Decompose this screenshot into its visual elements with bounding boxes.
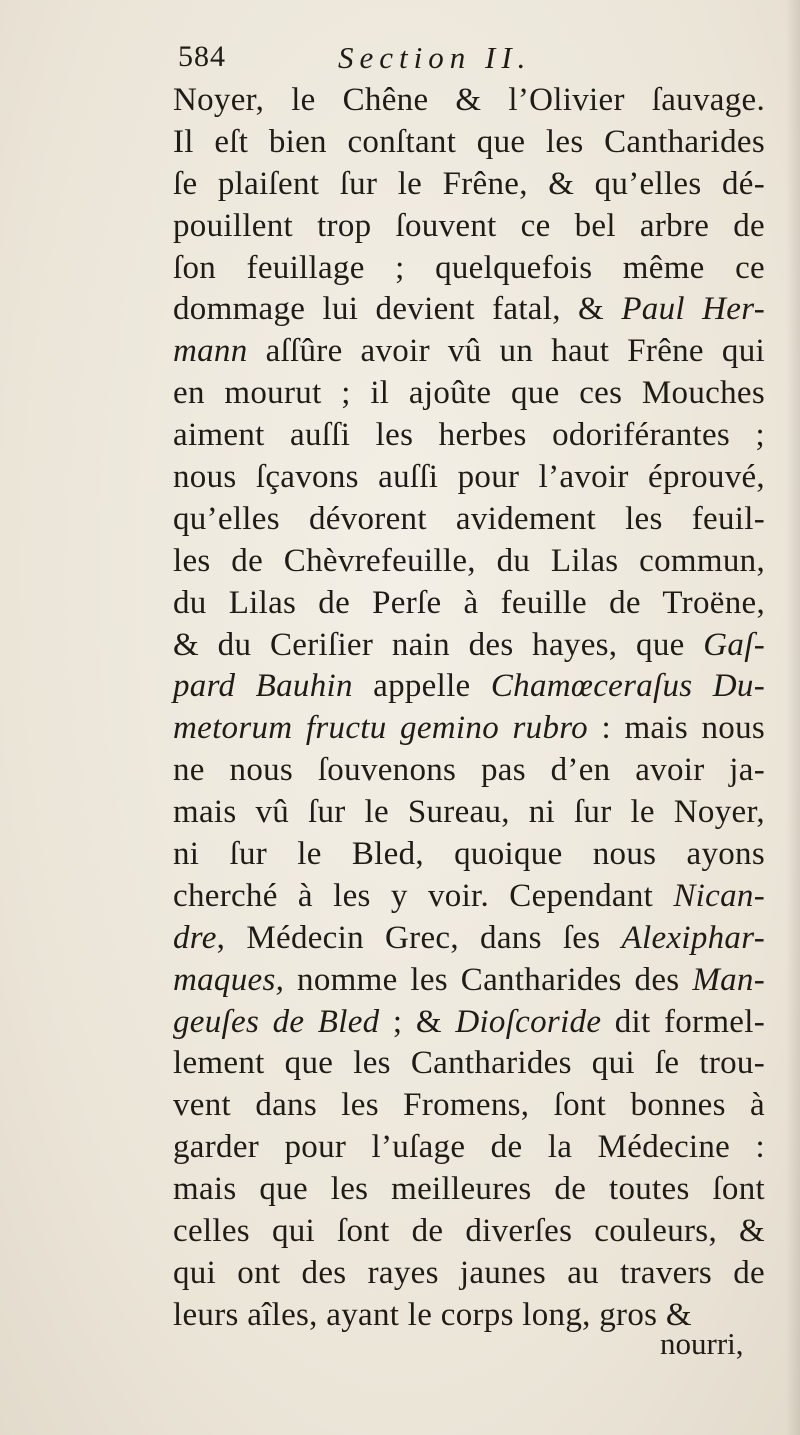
text-segment: vent dans les Fromens, ſont bonnes à — [173, 1087, 765, 1124]
text-line — [173, 373, 765, 415]
text-line — [173, 206, 765, 248]
text-segment: en mourut ; il ajoûte que ces Mouches — [173, 375, 765, 412]
text-line — [173, 80, 765, 122]
text-segment: appelle — [352, 668, 491, 705]
text-line — [173, 750, 765, 792]
italic-text-segment: Nican- — [673, 877, 765, 914]
text-segment: & du Ceriſier nain des hayes, que — [173, 626, 704, 663]
body-text — [173, 80, 765, 1337]
running-head: Section II. — [338, 40, 532, 75]
italic-text-segment: dre — [173, 919, 217, 956]
text-line — [173, 1085, 765, 1127]
text-segment: , Médecin Grec, dans ſes — [216, 919, 622, 956]
italic-text-segment: Chamœceraſus Du- — [490, 668, 765, 705]
italic-text-segment: Man- — [692, 961, 765, 998]
italic-text-segment: Dioſcoride — [455, 1003, 602, 1040]
text-segment: : mais nous — [587, 710, 766, 747]
text-line — [173, 122, 765, 164]
text-segment: Il eſt bien conſtant que les Cantharides — [173, 123, 765, 160]
text-line — [173, 164, 765, 206]
text-segment: aiment auſſi les herbes odoriférantes ; — [173, 417, 765, 454]
italic-text-segment: Gaſ- — [703, 626, 765, 663]
text-line — [173, 792, 765, 834]
text-segment: nous ſçavons auſſi pour l’avoir éprouvé, — [173, 459, 765, 496]
text-line — [173, 1127, 765, 1169]
italic-text-segment: mann — [173, 333, 248, 370]
italic-text-segment: metorum fructu gemino rubro — [173, 710, 588, 747]
text-line — [173, 415, 765, 457]
text-segment: ne nous ſouvenons pas d’en avoir ja- — [173, 752, 765, 789]
text-segment: mais vû ſur le Sureau, ni ſur le Noyer, — [173, 794, 765, 831]
catchword: nourri, — [660, 1326, 744, 1361]
text-segment: pouillent trop ſouvent ce bel arbre de — [173, 207, 765, 244]
text-segment: leurs aîles, ayant le corps long, gros & — [173, 1296, 692, 1333]
text-line — [173, 1043, 765, 1085]
text-segment: Noyer, le Chêne & l’Olivier ſauvage. — [173, 82, 765, 118]
text-line — [173, 457, 765, 499]
text-line — [173, 960, 765, 1002]
text-line — [173, 1169, 765, 1211]
italic-text-segment: geuſes de Bled — [173, 1003, 380, 1040]
text-line — [173, 625, 765, 667]
text-line — [173, 331, 765, 373]
text-segment: garder pour l’uſage de la Médecine : — [173, 1129, 765, 1166]
text-line — [173, 1211, 765, 1253]
text-segment: ſon feuillage ; quelquefois même ce — [173, 249, 765, 286]
text-segment: qu’elles dévorent avidement les feuil- — [173, 500, 765, 537]
text-line — [173, 876, 765, 918]
text-segment: cherché à les y voir. Cependant — [173, 877, 674, 914]
text-line — [173, 666, 765, 708]
italic-text-segment: pard Bauhin — [173, 668, 353, 705]
text-segment: celles qui ſont de diverſes couleurs, & — [173, 1213, 765, 1250]
text-line — [173, 289, 765, 331]
italic-text-segment: maques, — [173, 961, 285, 998]
text-line — [173, 248, 765, 290]
text-line — [173, 499, 765, 541]
text-line — [173, 541, 765, 583]
text-line — [173, 708, 765, 750]
page-number: 584 — [178, 40, 226, 73]
text-segment: du Lilas de Perſe à feuille de Troëne, — [173, 584, 765, 621]
page-edge-shadow — [786, 0, 800, 1435]
italic-text-segment: Paul Her- — [621, 291, 765, 328]
text-segment: les de Chèvrefeuille, du Lilas commun, — [173, 542, 765, 579]
text-segment: ni ſur le Bled, quoique nous ayons — [173, 836, 765, 873]
text-segment: nomme les Cantharides des — [284, 961, 693, 998]
text-segment: mais que les meilleures de toutes ſont — [173, 1171, 765, 1208]
text-segment: ; & — [379, 1003, 456, 1040]
text-line — [173, 1253, 765, 1295]
text-segment: qui ont des rayes jaunes au travers de — [173, 1254, 765, 1291]
italic-text-segment: Alexiphar- — [621, 919, 765, 956]
text-line — [173, 918, 765, 960]
text-segment: dit formel- — [601, 1003, 766, 1040]
text-line — [173, 1002, 765, 1044]
text-segment: ſe plaiſent ſur le Frêne, & qu’elles dé- — [173, 165, 765, 202]
text-line — [173, 834, 765, 876]
text-segment: aſſûre avoir vû un haut Frêne qui — [247, 333, 765, 370]
text-line — [173, 583, 765, 625]
text-segment: dommage lui devient fatal, & — [173, 291, 622, 328]
text-segment: lement que les Cantharides qui ſe trou- — [173, 1045, 765, 1082]
